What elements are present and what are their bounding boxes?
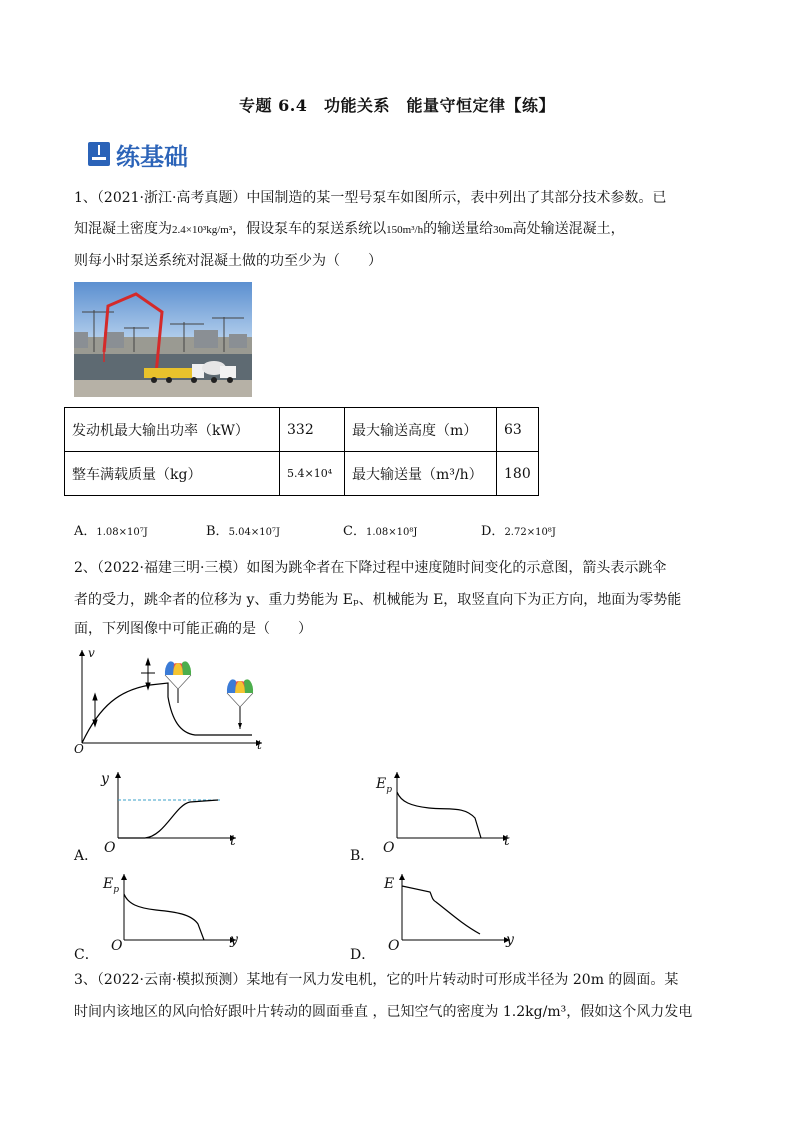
- graph-c: [116, 872, 241, 944]
- section-header: [88, 138, 188, 170]
- option-value: 1.08×10⁸J: [365, 527, 418, 538]
- graph-d-ylabel: E: [384, 876, 395, 892]
- table-cell: 63: [497, 408, 539, 452]
- option-a: [74, 520, 206, 539]
- graph-c-xlabel: y: [230, 932, 238, 948]
- graph-d: [394, 872, 514, 944]
- q2-line2: 者的受力，跳伞者的位移为 y、重力势能为 Eₚ、机械能为 E，取竖直向下为正方向，地面为零势能: [74, 592, 682, 608]
- graph-b-option: B．: [350, 848, 375, 864]
- density-value: 2.4×10³kg/m³: [172, 224, 233, 236]
- option-label: C．: [343, 524, 366, 539]
- table-row: [65, 408, 539, 452]
- q2-line3: 面，下列图像中可能正确的是（ ）: [74, 621, 312, 637]
- option-label: B．: [206, 524, 229, 539]
- table-cell: 发动机最大输出功率（kW）: [65, 408, 280, 452]
- graph-ylabel: v: [88, 646, 95, 660]
- graph-a-origin: O: [104, 840, 116, 856]
- ylabel-sub: p: [386, 784, 392, 795]
- option-d: [481, 520, 621, 539]
- graph-b-ylabel: [376, 776, 392, 795]
- q1-line3: 则每小时泵送系统对混凝土做的功至少为（ ）: [74, 253, 382, 269]
- table-row: [65, 452, 539, 496]
- option-value: 5.04×10⁷J: [228, 527, 280, 538]
- option-value: 1.08×10⁷J: [96, 527, 148, 538]
- option-label: A．: [74, 524, 97, 539]
- graph-a-ylabel: y: [101, 771, 109, 787]
- table-cell: 最大输送量（m³/h）: [345, 452, 497, 496]
- graph-d-origin: O: [388, 938, 400, 954]
- ylabel-text: E: [103, 876, 114, 892]
- table-cell: 180: [497, 452, 539, 496]
- parachute-icon: [165, 661, 191, 703]
- spec-table: [64, 407, 539, 496]
- graph-b-xlabel: t: [504, 833, 510, 849]
- q1-text: 知混凝土密度为: [74, 221, 172, 237]
- option-b: [206, 520, 343, 539]
- flow-value: 150m³/h: [386, 224, 424, 236]
- table-cell: 5.4×10⁴: [280, 452, 345, 496]
- height-value: 30m: [493, 224, 513, 236]
- table-cell: 整车满载质量（kg）: [65, 452, 280, 496]
- velocity-time-graph: [70, 645, 270, 757]
- book-icon: [88, 142, 110, 166]
- option-value: 2.72×10⁸J: [504, 527, 556, 538]
- option-c: [343, 520, 481, 539]
- ylabel-text: E: [376, 776, 387, 792]
- q1-text: 高处输送混凝土，: [512, 221, 625, 237]
- q1-line1: 1、（2021·浙江·高考真题）中国制造的某一型号泵车如图所示，表中列出了其部分技术参数。已: [74, 190, 667, 206]
- graph-c-origin: O: [111, 938, 123, 954]
- velocity-curve: [82, 683, 252, 743]
- graph-c-option: C．: [74, 947, 99, 963]
- q3-line2: 时间内该地区的风向恰好跟叶片转动的圆面垂直 ，已知空气的密度为 1.2kg/m³，假如这个风力发电: [74, 1004, 693, 1020]
- graph-b: [389, 770, 514, 842]
- graph-c-ylabel: [103, 876, 119, 895]
- q2-line1: 2、（2022·福建三明·三模）如图为跳伞者在下降过程中速度随时间变化的示意图，箭头表示跳伞: [74, 560, 667, 576]
- y-arrow: [79, 650, 85, 656]
- ylabel-sub: p: [113, 884, 119, 895]
- graph-b-origin: O: [383, 840, 395, 856]
- section-label: 练基础: [116, 142, 188, 171]
- graph-d-option: D．: [350, 947, 376, 963]
- graph-xlabel: t: [257, 738, 262, 752]
- graph-d-xlabel: y: [506, 932, 514, 948]
- graph-a: [110, 770, 240, 842]
- table-cell: 最大输送高度（m）: [345, 408, 497, 452]
- graph-a-xlabel: t: [230, 833, 236, 849]
- pump-truck-photo: [74, 282, 252, 397]
- parachute-icon: [227, 679, 253, 729]
- q3-line1: 3、（2022·云南·模拟预测）某地有一风力发电机，它的叶片转动时可形成半径为 20m 的圆面。某: [74, 972, 679, 988]
- graph-origin: O: [74, 742, 84, 756]
- table-cell: 332: [280, 408, 345, 452]
- force-arrows: [93, 659, 155, 726]
- q1-text: 的输送量给: [423, 221, 494, 237]
- option-label: D．: [481, 524, 505, 539]
- q1-line2: [74, 214, 724, 245]
- q1-options: [74, 520, 724, 539]
- page-title: 专题 6.4 功能关系 能量守恒定律【练】: [239, 96, 555, 115]
- q1-text: ，假设泵车的泵送系统以: [232, 221, 387, 237]
- graph-a-option: A．: [74, 848, 99, 864]
